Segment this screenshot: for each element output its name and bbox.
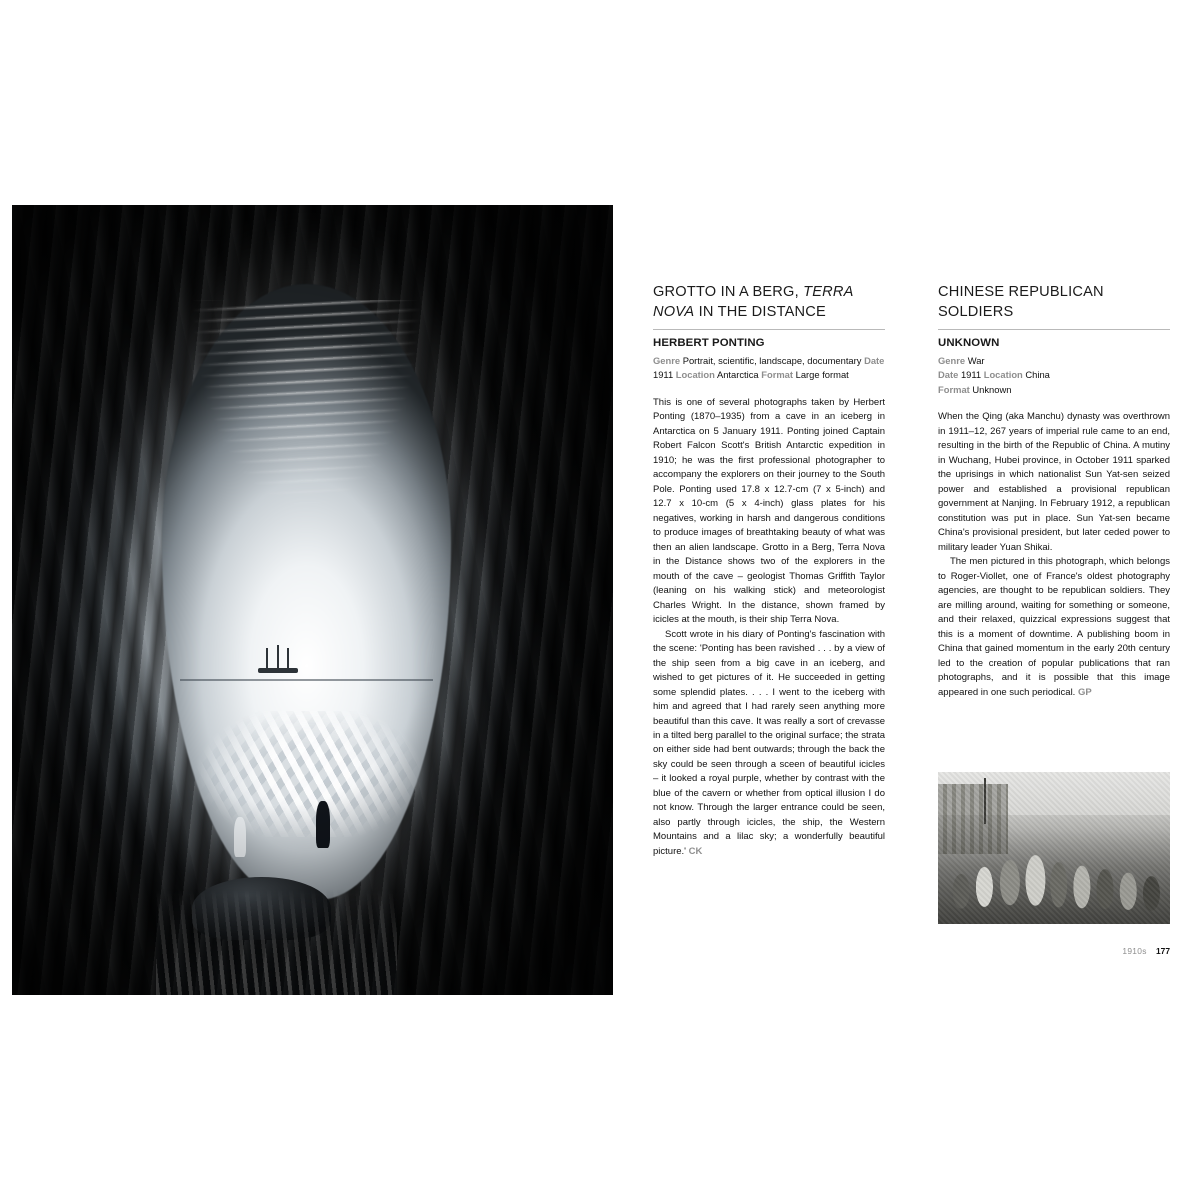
entry-2-meta-key-location: Location xyxy=(983,369,1023,381)
photo-vignette xyxy=(12,205,613,995)
decade-label: 1910s xyxy=(1122,946,1147,956)
main-photograph xyxy=(12,205,613,995)
entry-2-metadata xyxy=(938,354,1170,398)
entry-column-1 xyxy=(653,283,885,859)
entry-1-paragraph-1: This is one of several photographs taken by Herbert Ponting (1870–1935) from a cave in an iceberg in Antarctica on 5 January 1911. Ponting joined Captain Robert Falcon Scott's British Antarctic expedition in 1910; he was the first professional photographer to accompany the explorers on their journey to the South Pole. Ponting used 17.8 x 12.7-cm (7 x 5-inch) and 12.7 x 10-cm (5 x 4-inch) glass plates for his negatives, working in harsh and dangerous conditions to produce images of breathtaking beauty of what was then an alien landscape. Grotto in a Berg, Terra Nova in the Distance shows two of the explorers in the mouth of the cave – geologist Thomas Griffith Taylor (leaning on his walking stick) and meteorologist Charles Wright. In the distance, shown framed by icicles at the mouth, is their ship Terra Nova. xyxy=(653,396,885,626)
entry-1-artist: HERBERT PONTING xyxy=(653,336,765,349)
entry-1-metadata xyxy=(653,354,885,383)
entry-1-meta-value-format: Large format xyxy=(795,369,849,381)
entry-2-meta-key-date: Date xyxy=(938,369,959,381)
entry-1-title-tail: IN THE DISTANCE xyxy=(694,303,826,320)
entry-1-meta-key-format: Format xyxy=(761,369,794,381)
entry-2-meta-value-location: China xyxy=(1025,369,1050,381)
entry-2-title: CHINESE REPUBLICAN SOLDIERS xyxy=(938,284,1104,320)
entry-2-paragraph-1: When the Qing (aka Manchu) dynasty was overthrown in 1911–12, 267 years of imperial rule came to an end, resulting in the birth of the Republic of China. A mutiny in Wuchang, Hubei province, in October 1911 sparked the uprisings in which nationalist Sun Yat-sen seized power and established a provisional republican government at Nanjing. In February 1912, a republican constitution was put in place. Sun Yat-sen became China's provisional president, but later ceded power to military leader Yuan Shikai. xyxy=(938,411,1170,553)
entry-2-body xyxy=(938,410,1170,700)
entry-1-meta-key-date: Date xyxy=(864,354,885,366)
entry-2-paragraph-2-text: The men pictured in this photograph, which belongs to Roger-Viollet, one of France's oldest photography agencies, are thought to be republican soldiers. They are milling around, waiting for something or someone, and their relaxed, quizzical expressions suggest that this is a moment of downtime. A publishing boom in China that gained momentum in the early 20th century led to the creation of popular publications that ran photographs, and it is possible that this image appeared in one such periodical. xyxy=(938,556,1170,698)
page-number: 177 xyxy=(1156,946,1170,956)
folio xyxy=(938,946,1170,956)
entry-1-meta-key-location: Location xyxy=(675,369,715,381)
entry-2-divider xyxy=(938,329,1170,330)
entry-1-meta-value-date: 1911 xyxy=(653,369,674,381)
secondary-photograph xyxy=(938,772,1170,924)
entry-column-2 xyxy=(938,283,1170,700)
entry-1-meta-value-location: Antarctica xyxy=(716,369,759,381)
entry-1-paragraph-2 xyxy=(653,628,885,860)
entry-1-body xyxy=(653,396,885,860)
entry-1-author-initials: CK xyxy=(688,845,703,857)
entry-2-meta-value-date: 1911 xyxy=(960,369,982,381)
entry-2-paragraph-2 xyxy=(938,555,1170,700)
entry-2-meta-value-genre: War xyxy=(967,354,985,366)
entry-1-title xyxy=(653,283,885,323)
entry-2-author-initials: GP xyxy=(1077,686,1092,698)
entry-1-divider xyxy=(653,329,885,330)
photo2-film-grain xyxy=(938,772,1170,924)
entry-2-meta-key-genre: Genre xyxy=(938,354,966,366)
entry-2-meta-key-format: Format xyxy=(938,383,970,395)
entry-1-paragraph-2-text: Scott wrote in his diary of Ponting's fascination with the scene: 'Ponting has been ravished . . . by a view of the ship seen from a big cave in an iceberg, and wished to get pictures of it. He succeeded in getting some splendid plates. . . . I went to the iceberg with him and agreed that I had rarely seen anything more beautiful than this cave. It was really a sort of crevasse in a tilted berg parallel to the original surface; the strata on either side had bent outwards; through the back the sky could be seen through a sceen of beautiful icicles – it looked a royal purple, whether by contrast with the blue of the cavern or whether from optical illusion I do not know. Through the larger entrance could be seen, also partly through icicles, the ship, the Western Mountains and a lilac sky; a wonderfully beautiful picture.' xyxy=(653,628,885,857)
entry-1-title-plain: GROTTO IN A BERG, xyxy=(653,284,804,300)
entry-1-meta-value-genre: Portrait, scientific, landscape, documentary xyxy=(682,354,862,366)
entry-2-artist: UNKNOWN xyxy=(938,336,1000,349)
entry-1-title-italic: TERRA NOVA xyxy=(653,284,854,320)
entry-2-meta-value-format: Unknown xyxy=(972,383,1012,395)
entry-1-meta-key-genre: Genre xyxy=(653,354,681,366)
